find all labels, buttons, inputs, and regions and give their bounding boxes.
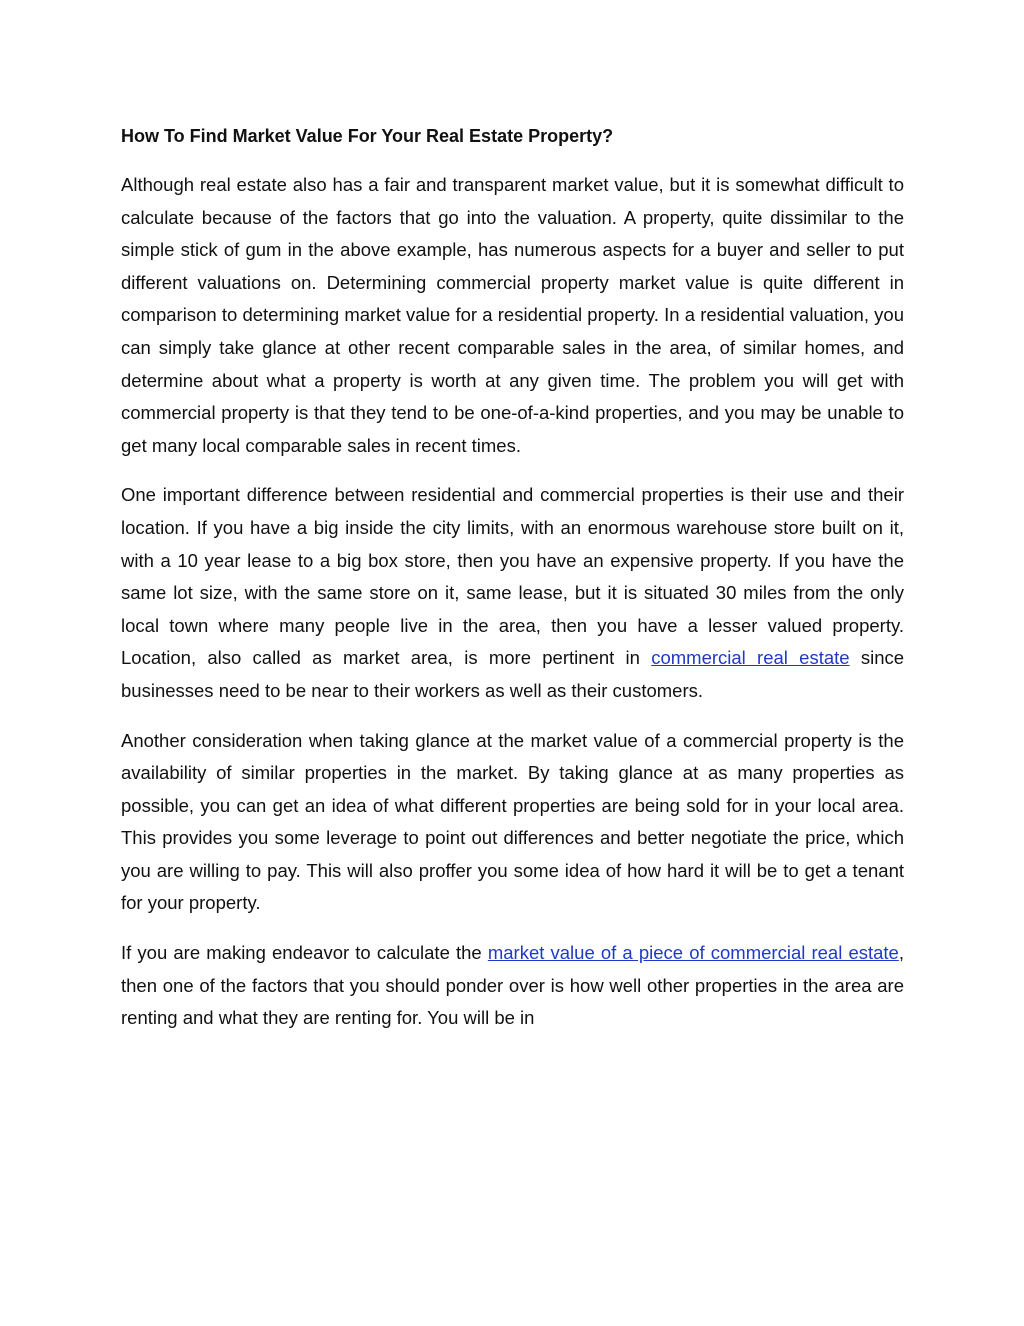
document-title: How To Find Market Value For Your Real Estate Property? — [121, 126, 614, 146]
paragraph-2-text-after: since businesses need to be near to their workers as well as their customers. — [121, 647, 905, 701]
paragraph-4 — [121, 937, 904, 1035]
document-page — [121, 120, 904, 1052]
commercial-real-estate-link[interactable]: commercial real estate — [651, 647, 850, 669]
paragraph-3: Another consideration when taking glance at the market value of a commercial property is the availability of similar properties in the market. By taking glance at as many properties as possible, you can get an idea of what different properties are being sold for in your local area. This provides you some leverage to point out differences and better negotiate the price, which you are willing to pay. This will also proffer you some idea of how hard it will be to get a tenant for your property. — [121, 729, 904, 914]
market-value-link[interactable]: market value of a piece of commercial real estate — [487, 942, 899, 964]
paragraph-4-text-after: , then one of the factors that you should ponder over is how well other properties in the area are renting and what they are renting for. You will be in — [121, 942, 904, 1029]
paragraph-2 — [121, 479, 904, 707]
paragraph-1: Although real estate also has a fair and transparent market value, but it is somewhat difficult to calculate because of the factors that go into the valuation. A property, quite dissimilar to the simple stick of gum in the above example, has numerous aspects for a buyer and seller to put different valuations on. Determining commercial property market value is quite different in comparison to determining market value for a residential property. In a residential valuation, you can simply take glance at other recent comparable sales in the area, of similar homes, and determine about what a property is worth at any given time. The problem you will get with commercial property is that they tend to be one-of-a-kind properties, and you may be unable to get many local comparable sales in recent times. — [121, 174, 904, 456]
paragraph-4-text-before: If you are making endeavor to calculate the — [121, 942, 488, 964]
paragraph-2-text-before: One important difference between residential and commercial properties is their use and their location. If you have a big inside the city limits, with an enormous warehouse store built on it, with a 10 year lease to a big box store, then you have an expensive property. If you have the same lot size, with the same store on it, same lease, but it is situated 30 miles from the only local town where many people live in the area, then you have a lesser valued property. Location, also called as market area, is more pertinent in — [121, 484, 904, 669]
